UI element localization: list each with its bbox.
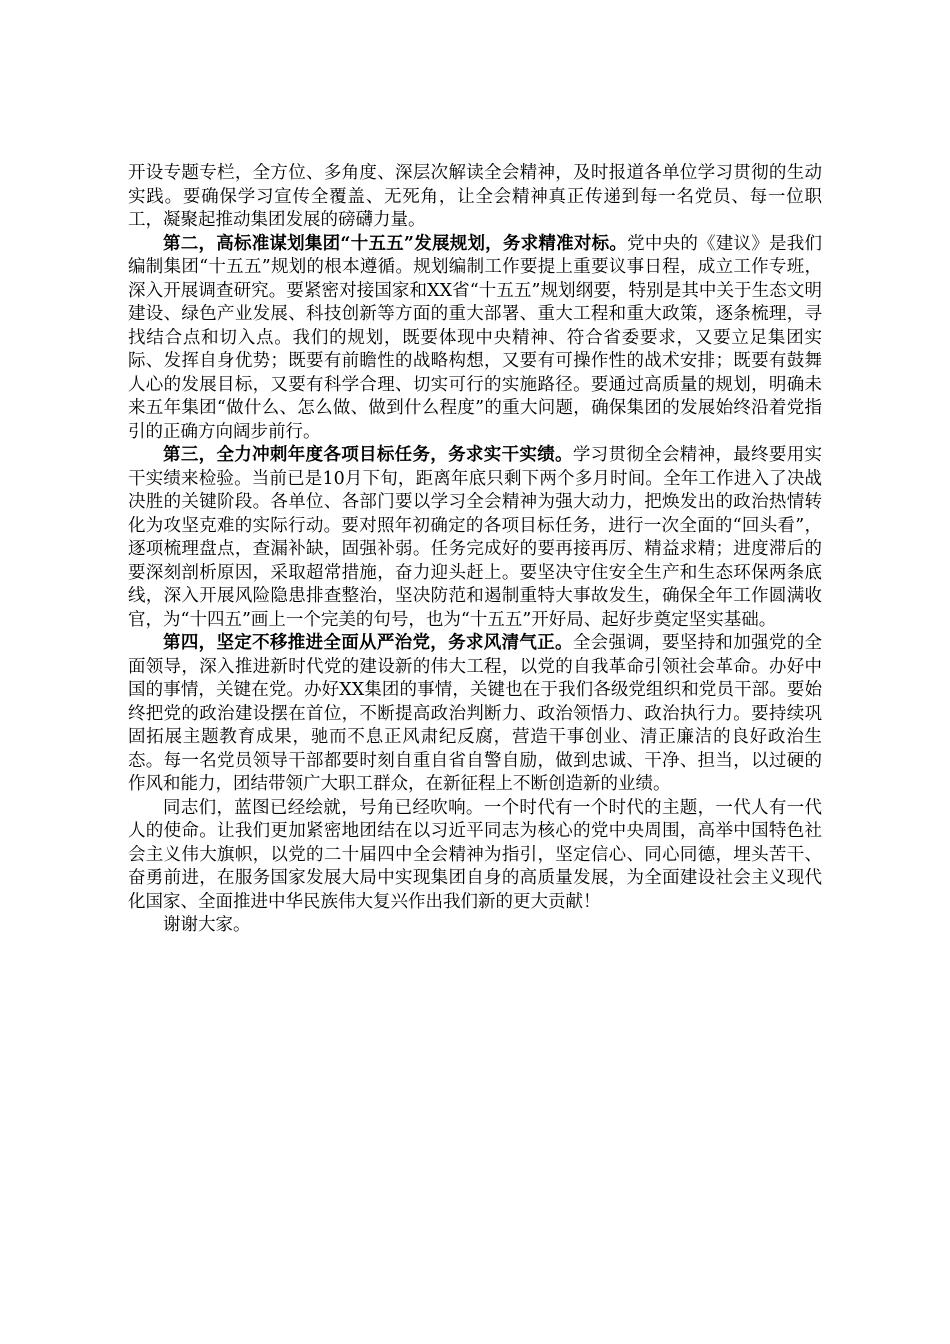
paragraph-5-text: 同志们，蓝图已经绘就，号角已经吹响。一个时代有一个时代的主题，一代人有一代人的使命。让我们更加紧密地团结在以习近平同志为核心的党中央周围，高举中国特色社会主义伟大旗帜，以党的二十届四中全会精神为指引，坚定信心、同心同德，埋头苦干、奋勇前进，在服务国家发展大局中实现集团自身的高质量发展，为全面建设社会主义现代化国家、全面推进中华民族伟大复兴作出我们新的更大贡献！	[128, 797, 822, 912]
paragraph-2	[128, 233, 822, 445]
paragraph-1	[128, 162, 822, 233]
paragraph-5	[128, 797, 822, 915]
paragraph-6-text: 谢谢大家。	[163, 915, 251, 935]
paragraph-2-lead: 第二，高标准谋划集团“十五五”发展规划，务求精准对标。	[163, 233, 628, 254]
document-body	[128, 162, 822, 938]
paragraph-4-text: 全会强调，要坚持和加强党的全面领导，深入推进新时代党的建设新的伟大工程，以党的自我革命引领社会革命。办好中国的事情，关键在党。办好XX集团的事情，关键也在于我们各级党组织和党员干部。要始终把党的政治建设摆在首位，不断提高政治判断力、政治领悟力、政治执行力。要持续巩固拓展主题教育成果，驰而不息正风肃纪反腐，营造干事创业、清正廉洁的良好政治生态。每一名党员领导干部都要时刻自重自省自警自励，做到忠诚、干净、担当，以过硬的作风和能力，团结带领广大职工群众，在新征程上不断创造新的业绩。	[128, 633, 823, 794]
paragraph-3-lead: 第三，全力冲刺年度各项目标任务，务求实干实绩。	[163, 445, 573, 465]
paragraph-4-lead: 第四，坚定不移推进全面从严治党，务求风清气正。	[163, 633, 573, 653]
paragraph-3	[128, 444, 822, 632]
paragraph-6	[128, 914, 822, 938]
paragraph-3-text: 学习贯彻全会精神，最终要用实干实绩来检验。当前已是10月下旬，距离年底只剩下两个多月时间。全年工作进入了决战决胜的关键阶段。各单位、各部门要以学习全会精神为强大动力，把焕发出的政治热情转化为攻坚克难的实际行动。要对照年初确定的各项目标任务，进行一次全面的“回头看”，逐项梳理盘点，查漏补缺，固强补弱。任务完成好的要再接再厉、精益求精；进度滞后的要深刻剖析原因，采取超常措施，奋力迎头赶上。要坚决守住安全生产和生态环保两条底线，深入开展风险隐患排查整治，坚决防范和遏制重特大事故发生，确保全年工作圆满收官，为“十四五”画上一个完美的句号，也为“十五五”开好局、起好步奠定坚实基础。	[128, 445, 823, 630]
paragraph-1-text: 开设专题专栏，全方位、多角度、深层次解读全会精神，及时报道各单位学习贯彻的生动实践。要确保学习宣传全覆盖、无死角，让全会精神真正传递到每一名党员、每一位职工，凝聚起推动集团发展的磅礴力量。	[128, 163, 822, 230]
paragraph-4	[128, 632, 822, 797]
paragraph-2-text: 党中央的《建议》是我们编制集团“十五五”规划的根本遵循。规划编制工作要提上重要议事日程，成立工作专班，深入开展调查研究。要紧密对接国家和XX省“十五五”规划纲要，特别是其中关于生态文明建设、绿色产业发展、科技创新等方面的重大部署、重大工程和重大政策，逐条梳理，寻找结合点和切入点。我们的规划，既要体现中央精神、符合省委要求，又要立足集团实际、发挥自身优势；既要有前瞻性的战略构想，又要有可操作性的战术安排；既要有鼓舞人心的发展目标，又要有科学合理、切实可行的实施路径。要通过高质量的规划，明确未来五年集团“做什么、怎么做、做到什么程度”的重大问题，确保集团的发展始终沿着党指引的正确方向阔步前行。	[128, 233, 823, 442]
